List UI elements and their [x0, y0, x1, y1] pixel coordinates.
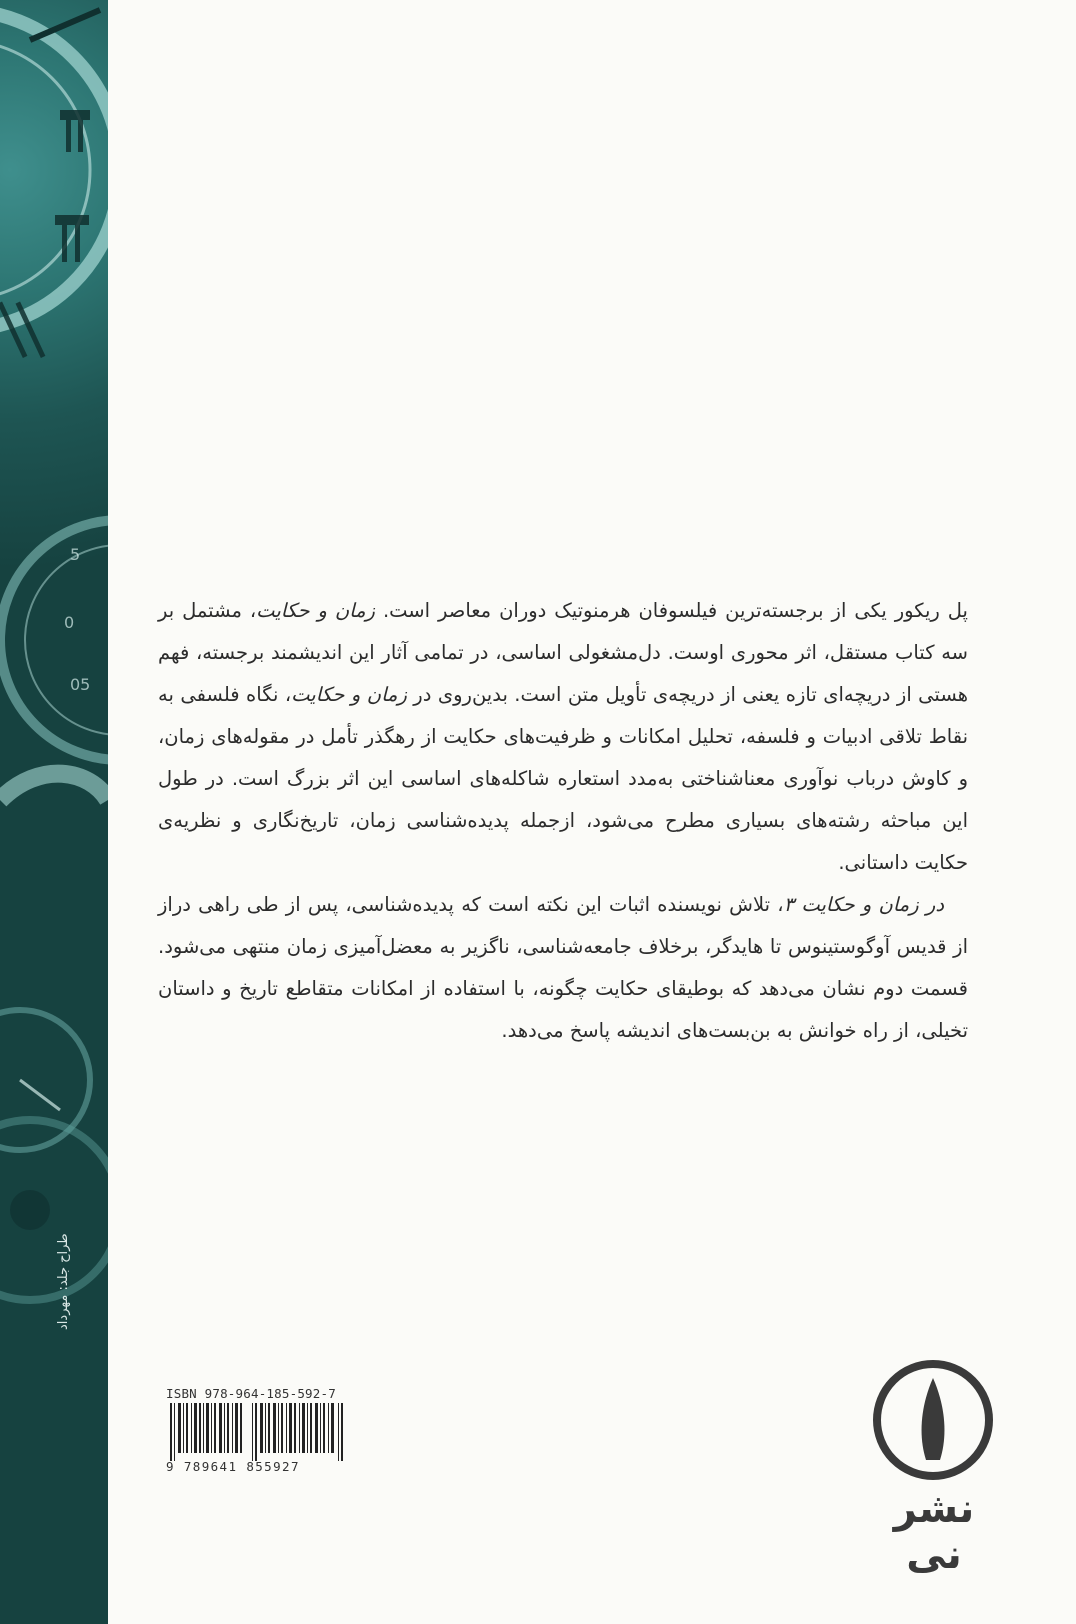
svg-text:0: 0 [64, 613, 75, 632]
isbn-barcode [166, 1386, 350, 1474]
cover-designer-credit: طراح جلد: مهرداد [56, 1233, 71, 1330]
isbn-digits: 9 789641 855927 [166, 1459, 300, 1474]
book-title: در زمان و حکایت ۳ [783, 893, 945, 916]
blurb-paragraph-1: پل ریکور یکی از برجسته‌ترین فیلسوفان هرمنوتیک دوران معاصر است. زمان و حکایت، مشتمل بر سه کتاب مستقل، اثر محوری اوست. دل‌مشغولی اساسی، در تمامی آثار این اندیشمند برجسته، فهم هستی از دریچه‌ای تازه یعنی از دریچه‌ی تأویل متن است. بدین‌روی در زمان و حکایت، نگاه فلسفی به نقاط تلاقی ادبیات و فلسفه، تحلیل امکانات و ظرفیت‌های حکایت از رهگذر تأمل در مقوله‌های زمان، و کاوش درباب نوآوری معناشناختی به‌مدد استعاره شاکله‌های اساسی این اثر بزرگ است. در طول این مباحثه رشته‌های بسیاری مطرح می‌شود، ازجمله پدیده‌شناسی زمان، تاریخ‌نگاری و نظریه‌ی حکایت داستانی. [158, 599, 968, 874]
publisher-name: نشر نی [893, 1486, 975, 1578]
isbn-label: ISBN 978-964-185-592-7 [166, 1386, 336, 1401]
barcode-bars [166, 1403, 346, 1461]
back-cover-blurb [158, 590, 968, 1052]
book-title: زمان و حکایت [256, 599, 375, 622]
book-title: زمان و حکایت [291, 683, 407, 706]
blurb-paragraph-2: در زمان و حکایت ۳، تلاش نویسنده اثبات این نکته است که پدیده‌شناسی، پس از طی راهی دراز از قدیس آوگوستینوس تا هایدگر، برخلاف جامعه‌شناسی، ناگزیر به معضل‌آمیزی زمان منتهی می‌شود. قسمت دوم نشان می‌دهد که بوطیقای حکایت چگونه، با استفاده از امکانات متقاطع تاریخ و داستان تخیلی، از راه خوانش به بن‌بست‌های اندیشه پاسخ می‌دهد. [158, 893, 968, 1042]
svg-text:05: 05 [70, 675, 91, 694]
spine-artwork [0, 0, 108, 1624]
clock-faces-image [0, 0, 108, 1624]
svg-text:5: 5 [70, 545, 81, 564]
